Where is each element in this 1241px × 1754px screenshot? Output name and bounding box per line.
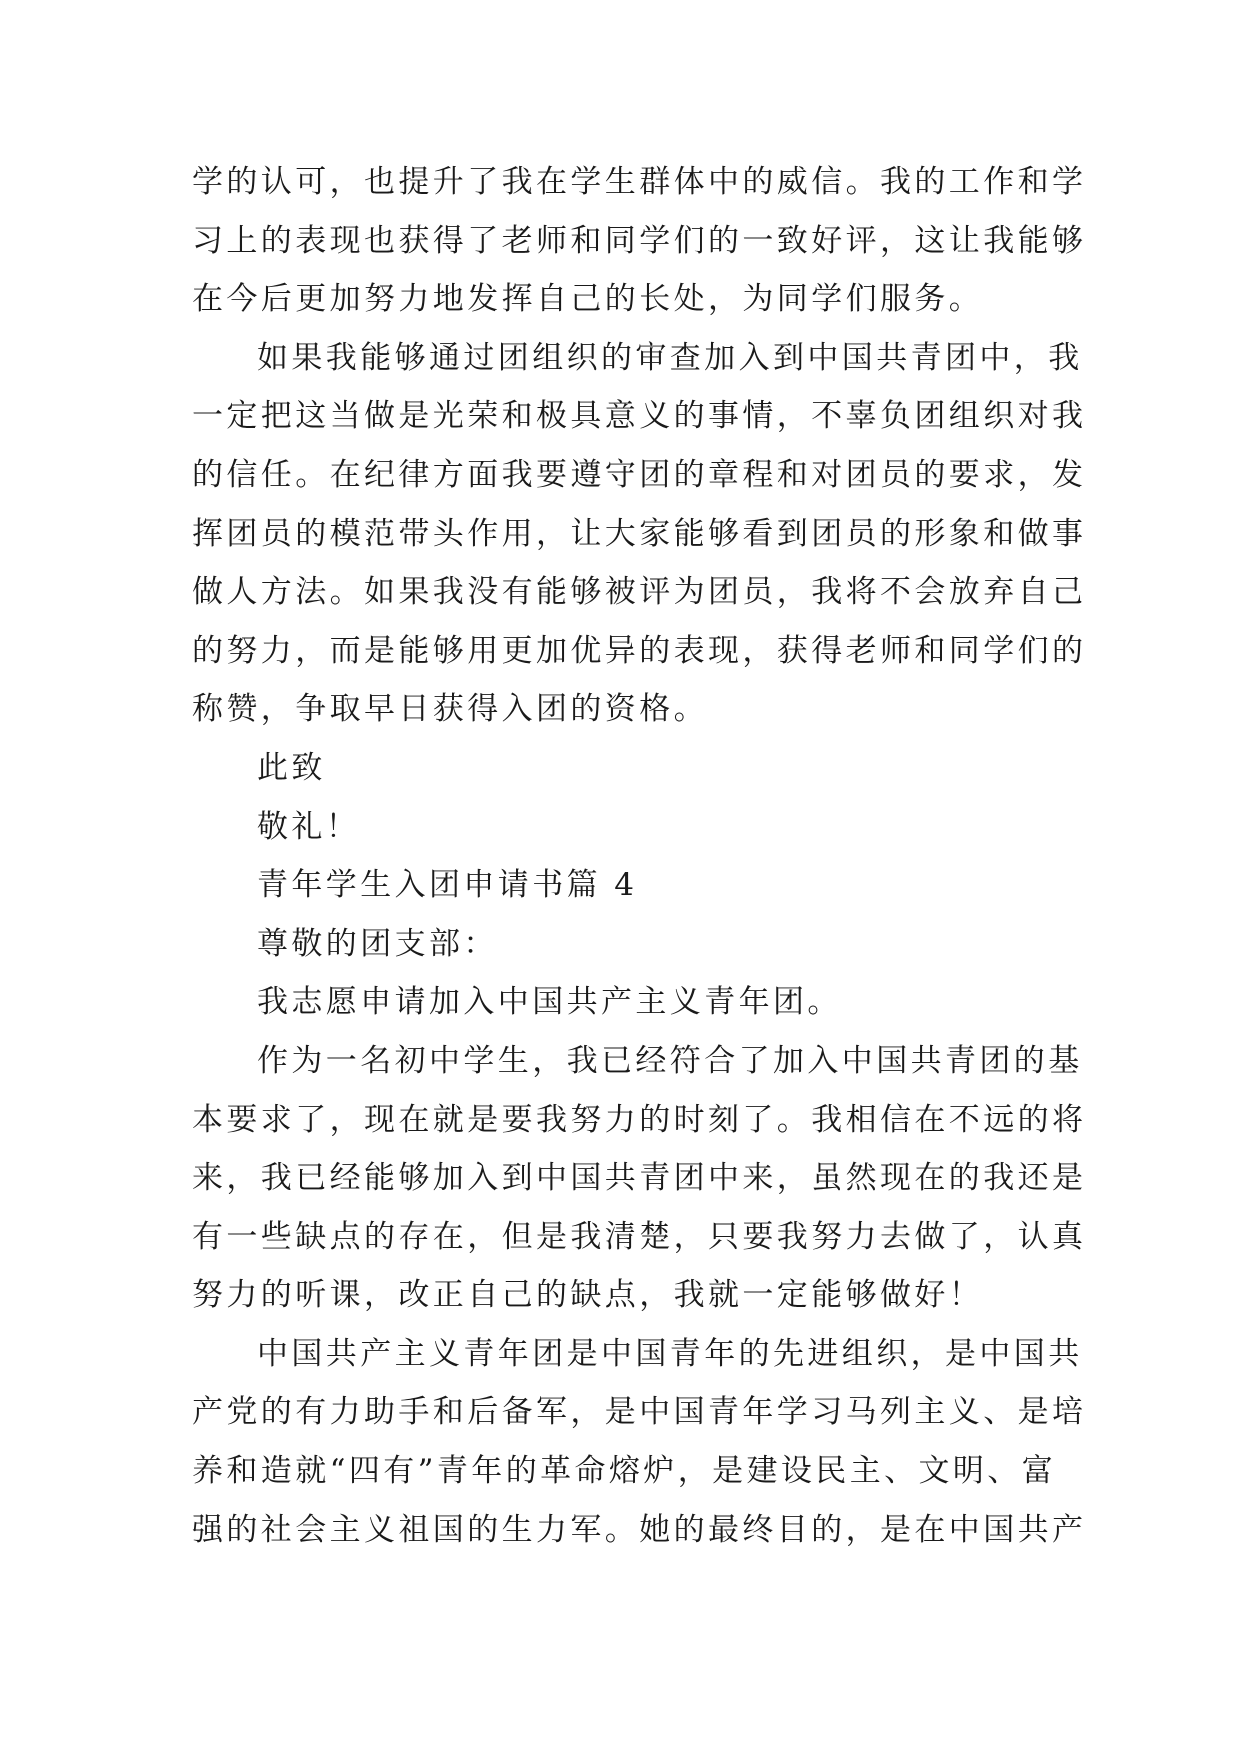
text-line: 中国共产主义青年团是中国青年的先进组织，是中国共: [257, 1335, 1083, 1372]
text-line: 习上的表现也获得了老师和同学们的一致好评，这让我能够: [192, 222, 1087, 259]
text-line: 称赞，争取早日获得入团的资格。: [192, 691, 708, 728]
text-line: 的努力，而是能够用更加优异的表现，获得老师和同学们的: [192, 632, 1087, 669]
text-line: 如果我能够通过团组织的审查加入到中国共青团中，我: [257, 339, 1083, 376]
text-line: 在今后更加努力地发挥自己的长处，为同学们服务。: [192, 281, 984, 318]
text-line: 努力的听课，改正自己的缺点，我就一定能够做好！: [192, 1277, 984, 1314]
text-line: 来，我已经能够加入到中国共青团中来，虽然现在的我还是: [192, 1160, 1087, 1197]
text-line: 强的社会主义祖国的生力军。她的最终目的，是在中国共产: [192, 1511, 1087, 1548]
text-line: 挥团员的模范带头作用，让大家能够看到团员的形象和做事: [192, 515, 1087, 552]
section-heading: 青年学生入团申请书篇 4: [257, 867, 638, 904]
letter-greeting: 尊敬的团支部：: [257, 925, 498, 962]
text-line: 养和造就“四有”青年的革命熔炉，是建设民主、文明、富: [192, 1453, 1057, 1490]
text-line: 我志愿申请加入中国共产主义青年团。: [257, 984, 842, 1021]
text-line: 本要求了，现在就是要我努力的时刻了。我相信在不远的将: [192, 1101, 1087, 1138]
text-line: 作为一名初中学生，我已经符合了加入中国共青团的基: [257, 1042, 1083, 1079]
document-body: [192, 153, 1087, 1559]
text-line: 产党的有力助手和后备军，是中国青年学习马列主义、是培: [192, 1394, 1087, 1431]
text-line: 学的认可，也提升了我在学生群体中的威信。我的工作和学: [192, 164, 1087, 200]
closing-regards: 敬礼！: [257, 808, 361, 845]
text-line: 做人方法。如果我没有能够被评为团员，我将不会放弃自己: [192, 574, 1087, 611]
text-line: 的信任。在纪律方面我要遵守团的章程和对团员的要求，发: [192, 456, 1087, 493]
text-line: 有一些缺点的存在，但是我清楚，只要我努力去做了，认真: [192, 1218, 1087, 1255]
closing-salutation: 此致: [257, 749, 326, 786]
text-line: 一定把这当做是光荣和极具意义的事情，不辜负团组织对我: [192, 398, 1087, 435]
